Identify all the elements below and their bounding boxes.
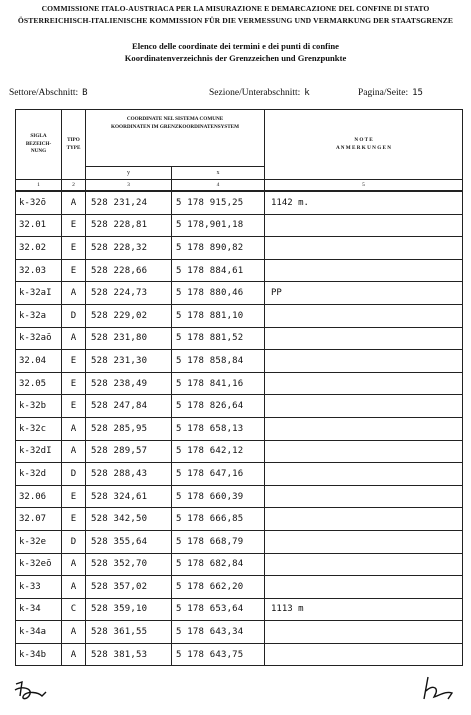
cell-note xyxy=(265,621,463,644)
cell-y: 528 224,73 xyxy=(86,282,172,305)
handwritten-signature-right xyxy=(420,673,460,703)
cell-tipo: A xyxy=(62,553,86,576)
table-row xyxy=(16,395,463,418)
table-row xyxy=(16,643,463,666)
table-row xyxy=(16,191,463,214)
cell-x: 5 178 643,34 xyxy=(172,621,265,644)
cell-tipo: E xyxy=(62,395,86,418)
cell-sigla: k-32d xyxy=(16,463,62,486)
cell-tipo: D xyxy=(62,304,86,327)
cell-note xyxy=(265,463,463,486)
coordinates-table xyxy=(15,109,463,666)
cell-tipo: A xyxy=(62,282,86,305)
cell-note xyxy=(265,259,463,282)
cell-tipo: D xyxy=(62,463,86,486)
table-row xyxy=(16,350,463,373)
cell-sigla: 32.03 xyxy=(16,259,62,282)
cell-sigla: k-34 xyxy=(16,598,62,621)
header-notes xyxy=(265,110,463,180)
cell-note: PP xyxy=(265,282,463,305)
cell-y: 528 228,81 xyxy=(86,214,172,237)
col-number-4: 4 xyxy=(172,180,265,192)
cell-y: 528 231,80 xyxy=(86,327,172,350)
cell-note xyxy=(265,508,463,531)
subsection-field xyxy=(209,88,310,98)
header-tipo-line1: TIPO xyxy=(67,136,80,143)
cell-y: 528 355,64 xyxy=(86,530,172,553)
table-row xyxy=(16,440,463,463)
cell-tipo: A xyxy=(62,621,86,644)
cell-x: 5 178 662,20 xyxy=(172,576,265,599)
cell-y: 528 357,02 xyxy=(86,576,172,599)
cell-x: 5 178,901,18 xyxy=(172,214,265,237)
cell-y: 528 231,30 xyxy=(86,350,172,373)
cell-note: 1113 m xyxy=(265,598,463,621)
subsection-label: Sezione/Unterabschnitt: xyxy=(209,88,301,98)
cell-x: 5 178 880,46 xyxy=(172,282,265,305)
cell-tipo: A xyxy=(62,327,86,350)
cell-sigla: k-34b xyxy=(16,643,62,666)
cell-note xyxy=(265,440,463,463)
cell-tipo: D xyxy=(62,530,86,553)
col-number-1: 1 xyxy=(16,180,62,192)
cell-tipo: E xyxy=(62,214,86,237)
cell-x: 5 178 668,79 xyxy=(172,530,265,553)
cell-x: 5 178 653,64 xyxy=(172,598,265,621)
table-row xyxy=(16,508,463,531)
table-row xyxy=(16,214,463,237)
cell-sigla: k-32e xyxy=(16,530,62,553)
header-notes-it: N O T E xyxy=(354,136,373,143)
cell-sigla: 32.01 xyxy=(16,214,62,237)
cell-sigla: 32.05 xyxy=(16,372,62,395)
cell-note xyxy=(265,643,463,666)
cell-x: 5 178 884,61 xyxy=(172,259,265,282)
sector-label: Settore/Abschnitt: xyxy=(9,88,79,98)
page-label: Pagina/Seite: xyxy=(358,88,409,98)
cell-note xyxy=(265,485,463,508)
cell-note xyxy=(265,576,463,599)
cell-y: 528 228,66 xyxy=(86,259,172,282)
table-row xyxy=(16,372,463,395)
table-row xyxy=(16,621,463,644)
header-coordinates-de: KOORDINATEN IM GRENZKOORDINATENSYSTEM xyxy=(110,123,240,130)
cell-x: 5 178 841,16 xyxy=(172,372,265,395)
cell-sigla: k-32eō xyxy=(16,553,62,576)
cell-sigla: k-32a xyxy=(16,304,62,327)
cell-tipo: E xyxy=(62,508,86,531)
cell-y: 528 229,02 xyxy=(86,304,172,327)
cell-note xyxy=(265,214,463,237)
header-sigla-line1: SIGLA xyxy=(30,132,47,139)
cell-sigla: 32.06 xyxy=(16,485,62,508)
page-field xyxy=(358,88,423,98)
cell-sigla: k-34a xyxy=(16,621,62,644)
cell-x: 5 178 642,12 xyxy=(172,440,265,463)
header-sigla-line2: BEZEICH- xyxy=(25,140,52,147)
table-row xyxy=(16,576,463,599)
cell-sigla: k-32b xyxy=(16,395,62,418)
header-coordinates-it: COORDINATE NEL SISTEMA COMUNE xyxy=(126,116,224,122)
cell-x: 5 178 682,84 xyxy=(172,553,265,576)
sector-value: B xyxy=(82,88,88,98)
cell-y: 528 342,50 xyxy=(86,508,172,531)
cell-note xyxy=(265,372,463,395)
commission-title-de: ÖSTERREICHISCH-ITALIENISCHE KOMMISSION FÜR DIE VERMESSUNG UND VERMARKUNG DER STAATSGRENZE xyxy=(17,16,454,25)
cell-x: 5 178 881,10 xyxy=(172,304,265,327)
commission-title-it: COMMISSIONE ITALO-AUSTRIACA PER LA MISURAZIONE E DEMARCAZIONE DEL CONFINE DI STATO xyxy=(41,4,430,13)
table-row xyxy=(16,485,463,508)
cell-note xyxy=(265,237,463,260)
table-row xyxy=(16,463,463,486)
header-sigla-line3: NUNG xyxy=(30,148,47,155)
table-row xyxy=(16,282,463,305)
header-notes-de: A N M E R K U N G E N xyxy=(335,144,392,151)
cell-x: 5 178 643,75 xyxy=(172,643,265,666)
col-number-3: 3 xyxy=(86,180,172,192)
cell-y: 528 231,24 xyxy=(86,191,172,214)
header-sigla xyxy=(16,110,62,180)
cell-tipo: E xyxy=(62,350,86,373)
cell-tipo: E xyxy=(62,237,86,260)
col-number-2: 2 xyxy=(62,180,86,192)
cell-y: 528 381,53 xyxy=(86,643,172,666)
table-row xyxy=(16,304,463,327)
cell-tipo: A xyxy=(62,440,86,463)
cell-sigla: k-32aō xyxy=(16,327,62,350)
cell-tipo: E xyxy=(62,259,86,282)
cell-tipo: A xyxy=(62,576,86,599)
cell-y: 528 228,32 xyxy=(86,237,172,260)
cell-sigla: 32.02 xyxy=(16,237,62,260)
cell-x: 5 178 826,64 xyxy=(172,395,265,418)
table-row xyxy=(16,553,463,576)
cell-sigla: k-32dI xyxy=(16,440,62,463)
col-number-5: 5 xyxy=(265,180,463,192)
cell-sigla: k-33 xyxy=(16,576,62,599)
table-row xyxy=(16,417,463,440)
cell-note xyxy=(265,417,463,440)
cell-y: 528 359,10 xyxy=(86,598,172,621)
cell-tipo: A xyxy=(62,417,86,440)
table-row xyxy=(16,530,463,553)
cell-sigla: k-32aI xyxy=(16,282,62,305)
cell-sigla: 32.04 xyxy=(16,350,62,373)
sector-field xyxy=(9,88,88,98)
page-value: 15 xyxy=(412,88,423,98)
cell-y: 528 285,95 xyxy=(86,417,172,440)
cell-note xyxy=(265,327,463,350)
cell-sigla: k-32ō xyxy=(16,191,62,214)
table-row xyxy=(16,237,463,260)
cell-tipo: C xyxy=(62,598,86,621)
cell-x: 5 178 915,25 xyxy=(172,191,265,214)
cell-note xyxy=(265,395,463,418)
header-tipo xyxy=(62,110,86,180)
cell-sigla: 32.07 xyxy=(16,508,62,531)
header-y: y xyxy=(86,167,172,180)
cell-note xyxy=(265,350,463,373)
cell-x: 5 178 658,13 xyxy=(172,417,265,440)
cell-note xyxy=(265,553,463,576)
cell-y: 528 288,43 xyxy=(86,463,172,486)
cell-tipo: A xyxy=(62,643,86,666)
cell-note: 1142 m. xyxy=(265,191,463,214)
cell-tipo: A xyxy=(62,191,86,214)
cell-y: 528 247,84 xyxy=(86,395,172,418)
cell-y: 528 289,57 xyxy=(86,440,172,463)
table-row xyxy=(16,598,463,621)
header-coordinates xyxy=(86,110,265,167)
subsection-value: k xyxy=(304,88,310,98)
cell-x: 5 178 881,52 xyxy=(172,327,265,350)
cell-y: 528 352,70 xyxy=(86,553,172,576)
cell-x: 5 178 647,16 xyxy=(172,463,265,486)
cell-x: 5 178 660,39 xyxy=(172,485,265,508)
cell-y: 528 361,55 xyxy=(86,621,172,644)
table-row xyxy=(16,259,463,282)
header-tipo-line2: TYPE xyxy=(66,144,81,151)
document-subtitle-it: Elenco delle coordinate dei termini e dei punti di confine xyxy=(132,41,339,51)
cell-sigla: k-32c xyxy=(16,417,62,440)
cell-tipo: E xyxy=(62,485,86,508)
cell-x: 5 178 890,82 xyxy=(172,237,265,260)
handwritten-signature-left xyxy=(12,678,50,704)
cell-y: 528 324,61 xyxy=(86,485,172,508)
cell-note xyxy=(265,304,463,327)
document-subtitle-de: Koordinatenverzeichnis der Grenzzeichen und Grenzpunkte xyxy=(124,53,347,63)
table-row xyxy=(16,327,463,350)
cell-x: 5 178 858,84 xyxy=(172,350,265,373)
cell-y: 528 238,49 xyxy=(86,372,172,395)
cell-note xyxy=(265,530,463,553)
cell-x: 5 178 666,85 xyxy=(172,508,265,531)
header-x: x xyxy=(172,167,265,180)
cell-tipo: E xyxy=(62,372,86,395)
